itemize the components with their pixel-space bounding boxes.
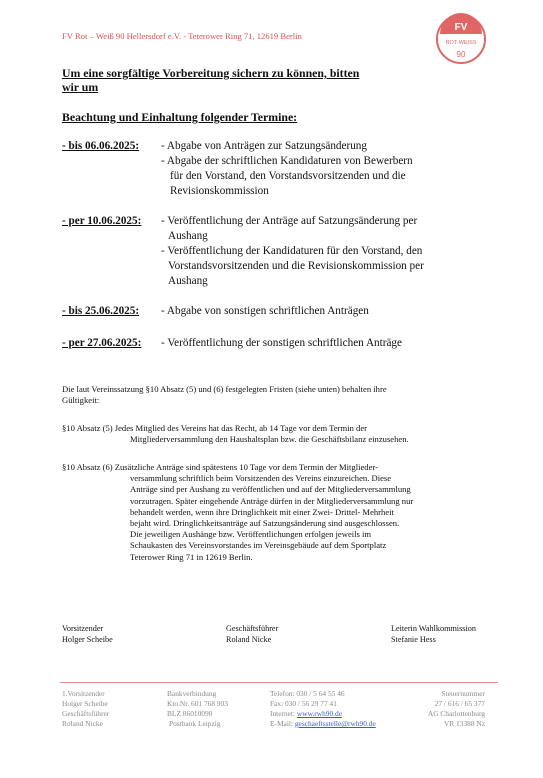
signature-role: Vorsitzender — [62, 624, 104, 633]
footer-line: Fax: 030 / 56 29 77 41 — [270, 699, 337, 708]
logo-bottom-text: 90 — [456, 50, 466, 59]
deadline-block — [62, 336, 512, 352]
footer-line — [270, 719, 376, 729]
header-line: FV Rot – Weiß 90 Hellersdorf e.V. - Teterower Ring 71, 12619 Berlin — [62, 31, 302, 41]
deadline-entry: Aushang — [168, 275, 208, 287]
deadline-entry: für den Vorstand, den Vorstandsvorsitzenden und die — [170, 170, 406, 182]
footer-line: BLZ 86010090 — [167, 709, 213, 718]
internet-label: Internet: — [270, 709, 297, 718]
rule-line: Die jeweiligen Aushänge bzw. Veröffentlichungen erfolgen jeweils im — [130, 529, 372, 540]
email-link[interactable]: geschaeftsstelle@rwh90.de — [294, 719, 376, 728]
rules-intro-line: Gültigkeit: — [62, 395, 100, 406]
footer-line: AG Charlottenburg — [427, 709, 485, 718]
rule-line: Anträge sind per Aushang zu veröffentlichen und auf der Mitgliederversammlung — [130, 484, 411, 495]
deadline-entry: Revisionskommission — [170, 185, 269, 197]
footer-line: Steuernummer — [441, 689, 485, 698]
internet-link[interactable]: www.rwh90.de — [296, 709, 342, 718]
signature-election-committee — [391, 623, 476, 645]
rules-intro — [62, 384, 492, 406]
deadline-entry: - Veröffentlichung der sonstigen schriftlichen Anträge — [161, 337, 402, 349]
signature-name: Roland Nicke — [226, 635, 272, 644]
footer-line: Kto.Nr. 601 768 903 — [167, 699, 228, 708]
deadline-entry: - Veröffentlichung der Kandidaturen für den Vorstand, den — [161, 245, 423, 257]
footer-line: 27 / 616 / 65 377 — [434, 699, 485, 708]
rule-line: vorzutragen. Später eingehende Anträge dürfen in der Mitgliederversammlung nur — [130, 495, 414, 506]
deadline-entry: - Veröffentlichung der Anträge auf Satzungsänderung per — [161, 215, 418, 227]
rule-line: behandelt werden, wenn ihre Dringlichkeit mit einer Zwei- Drittel- Mehrheit — [130, 506, 394, 517]
rule-10-6 — [62, 462, 492, 563]
intro-line: Um eine sorgfältige Vorbereitung sichern zu können, bitten — [62, 66, 360, 80]
footer-col-bank — [167, 689, 228, 729]
footer-divider — [60, 682, 498, 683]
logo-top-text: FV — [454, 22, 468, 33]
deadline-entry: - Abgabe der schriftlichen Kandidaturen von Bewerbern — [161, 155, 413, 167]
footer-line — [270, 709, 376, 719]
footer-col-contact — [270, 689, 376, 729]
footer-line: Roland Nicke — [62, 719, 103, 728]
email-label: E-Mail: — [270, 719, 295, 728]
signature-role: Leiterin Wahlkommission — [391, 624, 476, 633]
signature-chairman — [62, 623, 113, 645]
footer-line: Postbank Leipzig — [169, 719, 221, 728]
footer-line: Telefon: 030 / 5 64 55 46 — [270, 689, 345, 698]
deadline-date: - bis 25.06.2025: — [62, 305, 140, 317]
logo-ring-text: ROT-WEISS — [445, 40, 477, 46]
footer-line: 1.Vorsitzender — [62, 689, 105, 698]
signature-role: Geschäftsführer — [226, 624, 279, 633]
deadline-entry: Aushang — [168, 230, 208, 242]
deadline-entry: Vorstandsvorsitzenden und die Revisionskommission per — [168, 260, 424, 272]
footer-line: Holger Scheibe — [62, 699, 108, 708]
deadline-date: - per 10.06.2025: — [62, 215, 142, 227]
intro-text — [62, 66, 442, 94]
footer-line: Bankverbindung — [167, 689, 217, 698]
rule-line: Mitgliederversammlung den Haushaltsplan bzw. die Geschäftsbilanz einzusehen. — [130, 434, 409, 445]
rule-line: §10 Absatz (5) Jedes Mitglied des Vereins hat das Recht, ab 14 Tage vor dem Termin der — [62, 423, 367, 433]
club-logo — [434, 12, 488, 66]
rule-10-5 — [62, 423, 492, 445]
section-heading: Beachtung und Einhaltung folgender Termine: — [62, 110, 298, 124]
intro-line: wir um — [62, 80, 99, 94]
signature-manager — [226, 623, 278, 645]
rule-line: Teterower Ring 71 in 12619 Berlin. — [130, 551, 253, 562]
deadline-entry: - Abgabe von sonstigen schriftlichen Anträgen — [161, 305, 369, 317]
rule-line: versammlung schriftlich beim Vorsitzenden des Vereins einzureichen. Diese — [130, 473, 392, 484]
rule-line: bejaht wird. Dringlichkeitsanträge auf Satzungsänderung sind ausgeschlossen. — [130, 518, 400, 529]
deadline-block — [62, 139, 512, 199]
footer-col-registry — [410, 689, 485, 729]
footer-col-board — [62, 689, 109, 729]
signature-name: Stefanie Hess — [391, 635, 436, 644]
deadline-date: - bis 06.06.2025: — [62, 140, 140, 152]
deadline-block — [62, 304, 512, 320]
deadline-date: - per 27.06.2025: — [62, 337, 142, 349]
rule-line: §10 Absatz (6) Zusätzliche Anträge sind spätestens 10 Tage vor dem Termin der Mitglieder- — [62, 462, 378, 472]
rules-intro-line: Die laut Vereinssatzung §10 Absatz (5) und (6) festgelegten Fristen (siehe unten) behalten ihre — [62, 384, 387, 394]
footer-line: Geschäftsführer — [62, 709, 110, 718]
rule-line: Schaukasten des Vereinsvorstandes im Vereinsgebäude auf dem Sportplatz — [130, 540, 387, 551]
deadline-entry: - Abgabe von Anträgen zur Satzungsänderung — [161, 140, 367, 152]
signature-name: Holger Scheibe — [62, 635, 113, 644]
deadline-block — [62, 214, 512, 290]
footer-line: VR 13388 Nz — [443, 719, 485, 728]
